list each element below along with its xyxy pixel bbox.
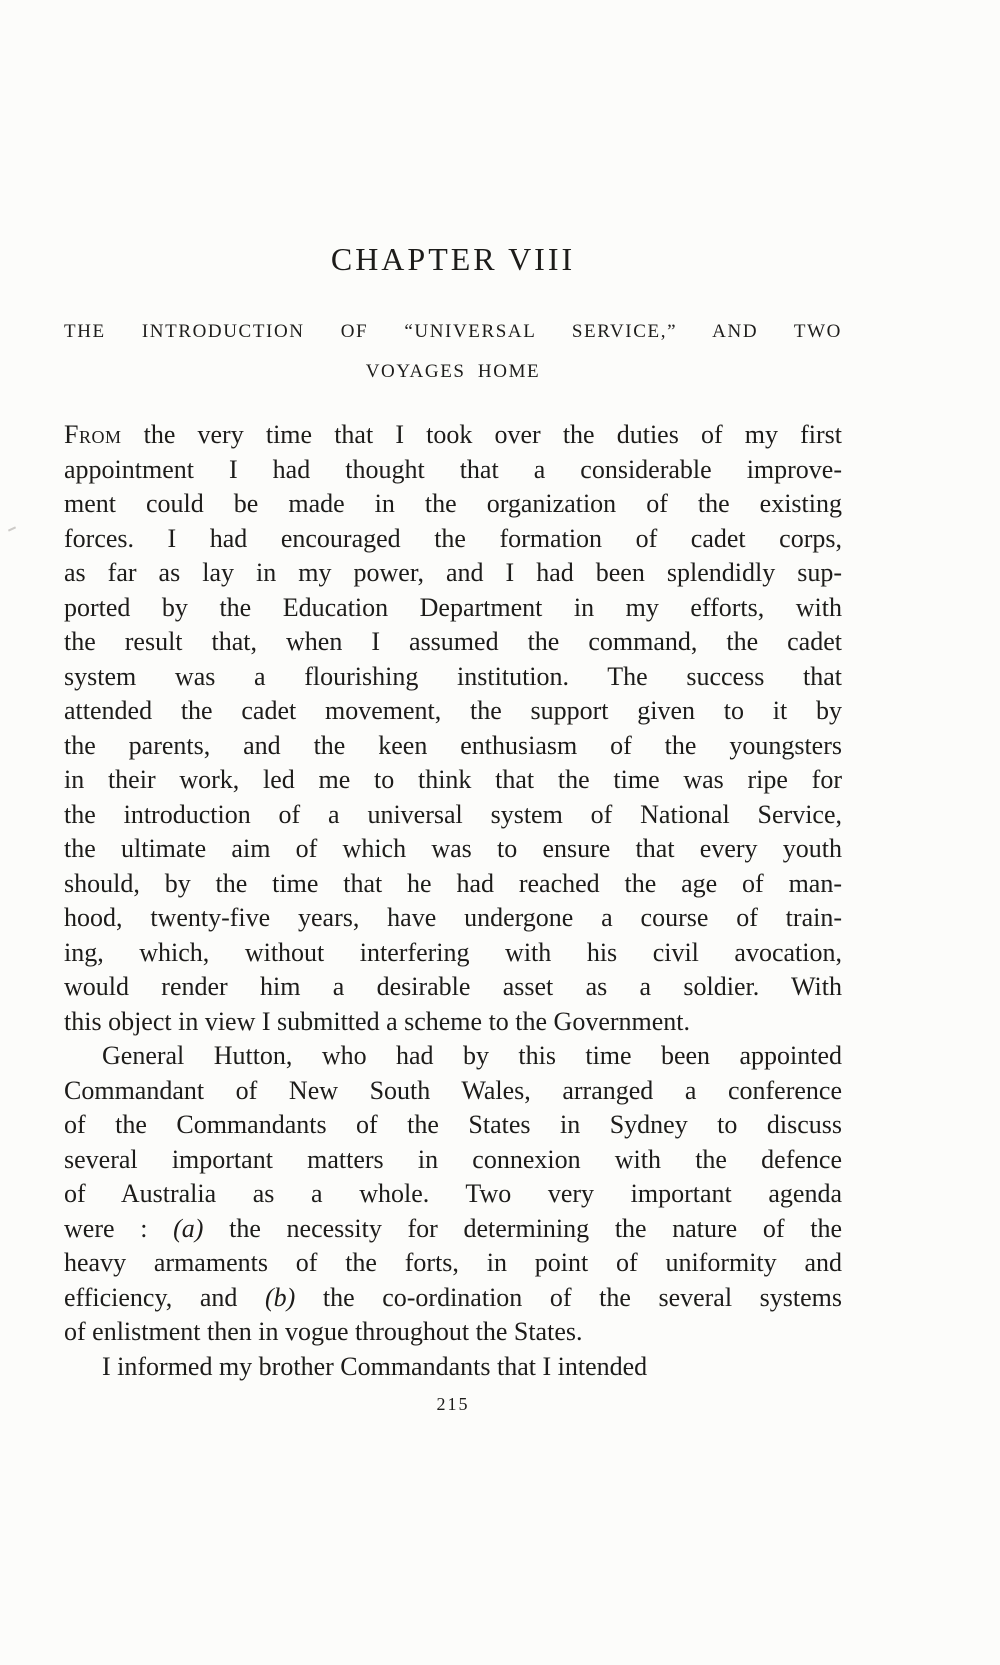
text-line: appointment I had thought that a considerable improve- xyxy=(64,454,842,484)
text-line: system was a flourishing institution. The success that xyxy=(64,661,842,691)
scan-artifact-mark xyxy=(8,526,16,531)
chapter-subtitle xyxy=(64,312,842,392)
text-line: I informed my brother Commandants that I intended xyxy=(102,1351,648,1381)
text-line: were : (a) the necessity for determining the nature of the xyxy=(64,1213,842,1243)
text-line: the result that, when I assumed the command, the cadet xyxy=(64,627,842,656)
chapter-subtitle-line: VOYAGES HOME xyxy=(365,361,541,382)
text-line: would render him a desirable asset as a soldier. With xyxy=(64,972,842,1001)
paragraph xyxy=(64,1039,842,1350)
text-column xyxy=(64,240,842,1415)
text-line: hood, twenty-five years, have undergone a course of train- xyxy=(64,903,842,932)
chapter-subtitle-line: THE INTRODUCTION OF “UNIVERSAL SERVICE,” AND TWO xyxy=(64,321,842,342)
text-line: General Hutton, who had by this time been appointed xyxy=(102,1041,842,1070)
text-line: this object in view I submitted a scheme to the Government. xyxy=(64,1006,691,1036)
text-line: attended the cadet movement, the support given to it by xyxy=(64,696,842,725)
text-line: ported by the Education Department in my efforts, with xyxy=(64,592,842,622)
text-line: the ultimate aim of which was to ensure that every youth xyxy=(64,834,842,863)
paragraph xyxy=(64,1350,842,1385)
text-line: ing, which, without interfering with his civil avocation, xyxy=(64,937,842,967)
text-line: of Australia as a whole. Two very important agenda xyxy=(64,1179,842,1208)
text-line: the introduction of a universal system of National Service, xyxy=(64,799,842,829)
text-line: the parents, and the keen enthusiasm of the youngsters xyxy=(64,730,842,760)
chapter-heading: CHAPTER VIII xyxy=(330,241,576,277)
text-line: forces. I had encouraged the formation of cadet corps, xyxy=(64,523,842,553)
text-line: in their work, led me to think that the time was ripe for xyxy=(64,765,842,794)
page-number: 215 xyxy=(436,1394,470,1414)
text-line: efficiency, and (b) the co-ordination of the several systems xyxy=(64,1282,842,1312)
text-line: heavy armaments of the forts, in point of uniformity and xyxy=(64,1248,842,1277)
paragraph xyxy=(64,418,842,1039)
text-line: as far as lay in my power, and I had been splendidly sup- xyxy=(64,558,842,587)
text-line: From the very time that I took over the duties of my first xyxy=(64,420,842,449)
text-line: Commandant of New South Wales, arranged a conference xyxy=(64,1075,842,1105)
body-text xyxy=(64,418,842,1384)
text-line: of the Commandants of the States in Sydney to discuss xyxy=(64,1110,842,1139)
text-line: several important matters in connexion with the defence xyxy=(64,1144,842,1174)
text-line: of enlistment then in vogue throughout the States. xyxy=(64,1317,583,1346)
text-line: should, by the time that he had reached the age of man- xyxy=(64,868,842,898)
text-line: ment could be made in the organization of the existing xyxy=(64,489,842,518)
